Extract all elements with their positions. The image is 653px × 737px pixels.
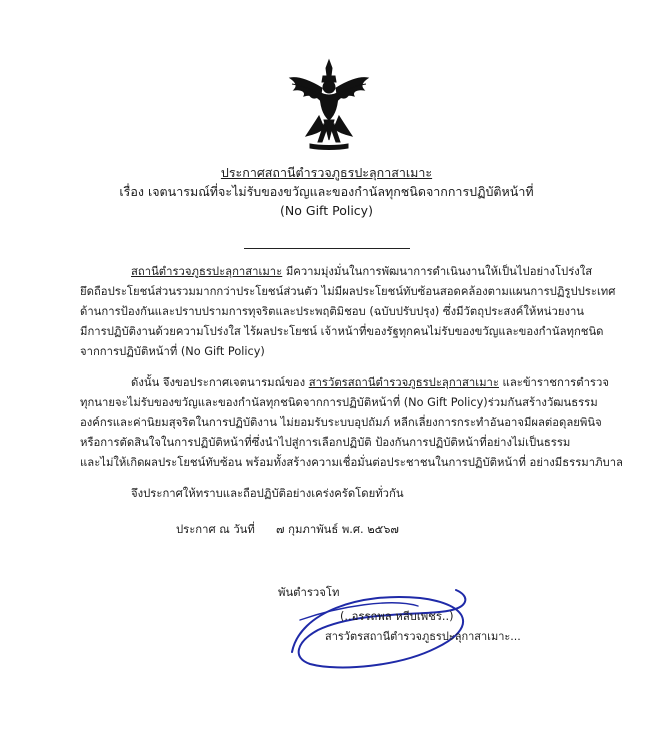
paragraph1-line4: มีการปฏิบัติงานด้วยความโปร่งใส ไร้ผลประโยชน์ เจ้าหน้าที่ของรัฐทุกคนไม่รับของขวัญและของกำนัลทุกชนิด [80,325,604,338]
signer-name: (..อรรถพล หลีบเพชร..) [340,610,454,623]
closing-statement: จึงประกาศให้ทราบและถือปฏิบัติอย่างเคร่งครัดโดยทั่วกัน [131,487,404,500]
paragraph2-line1 [131,375,609,391]
paragraph2-line3: องค์กรและค่านิยมสุจริตในการปฏิบัติงาน ไม่ยอมรับระบบอุปถัมภ์ หลีกเลี่ยงการกระทำอันอาจมีผลต่อดุลยพินิจ [80,416,602,429]
paragraph1-line2: ยึดถือประโยชน์ส่วนรวมมากกว่าประโยชน์ส่วนตัว ไม่มีผลประโยชน์ทับซ้อนสอดคล้องตามแผนการปฏิรูปประเทศ [80,285,616,298]
paragraph2-line5: และไม่ให้เกิดผลประโยชน์ทับซ้อน พร้อมทั้งสร้างความเชื่อมั่นต่อประชาชนในการปฏิบัติหน้าที่ อย่างมีธรรมาภิบาล [80,456,623,469]
signer-position: สารวัตรสถานีตำรวจภูธรปะลุกาสาเมาะ... [325,630,521,643]
title-divider [244,248,410,249]
announced-date: ๗ กุมภาพันธ์ พ.ศ. ๒๕๖๗ [276,523,399,536]
paragraph1-line3: ด้านการป้องกันและปราบปรามการทุจริตและประพฤติมิชอบ (ฉบับปรับปรุง) ซึ่งมีวัตถุประสงค์ให้หน่วยงาน [80,305,585,318]
announced-date-line [176,522,399,538]
announcement-title: ประกาศสถานีตำรวจภูธรปะลุกาสาเมาะ [220,165,433,180]
paragraph2-line4: หรือการตัดสินใจในการปฏิบัติหน้าที่ซึ่งนำไปสู่การเลือกปฏิบัติ ป้องกันการปฏิบัติหน้าที่อย่างไม่เป็นธรรม [80,436,571,449]
station-name: สถานีตำรวจภูธรปะลุกาสาเมาะ [131,265,283,278]
announcement-subject-english: (No Gift Policy) [280,203,373,218]
signer-rank: พันตำรวจโท [278,586,340,599]
paragraph1-line1 [131,264,592,280]
announcement-subject: เรื่อง เจตนารมณ์ที่จะไม่รับของขวัญและของกำนัลทุกชนิดจากการปฏิบัติหน้าที่ [119,184,534,199]
paragraph1-line1-text: มีความมุ่งมั่นในการพัฒนาการดำเนินงานให้เป็นไปอย่างโปร่งใส [282,265,593,278]
paragraph2-line1-end: และข้าราชการตำรวจ [498,376,609,389]
paragraph1-line5: จากการปฏิบัติหน้าที่ (No Gift Policy) [80,345,265,358]
paragraph2-line2: ทุกนายจะไม่รับของขวัญและของกำนัลทุกชนิดจากการปฏิบัติหน้าที่ (No Gift Policy)ร่วมกันสร้างวัฒนธรรม [80,396,598,409]
announced-label: ประกาศ ณ วันที่ [176,523,255,536]
inspector-title: สารวัตรสถานีตำรวจภูธรปะลุกาสาเมาะ [308,376,499,389]
garuda-emblem [286,58,372,150]
paragraph2-line1-start: ดังนั้น จึงขอประกาศเจตนารมณ์ของ [131,376,309,389]
